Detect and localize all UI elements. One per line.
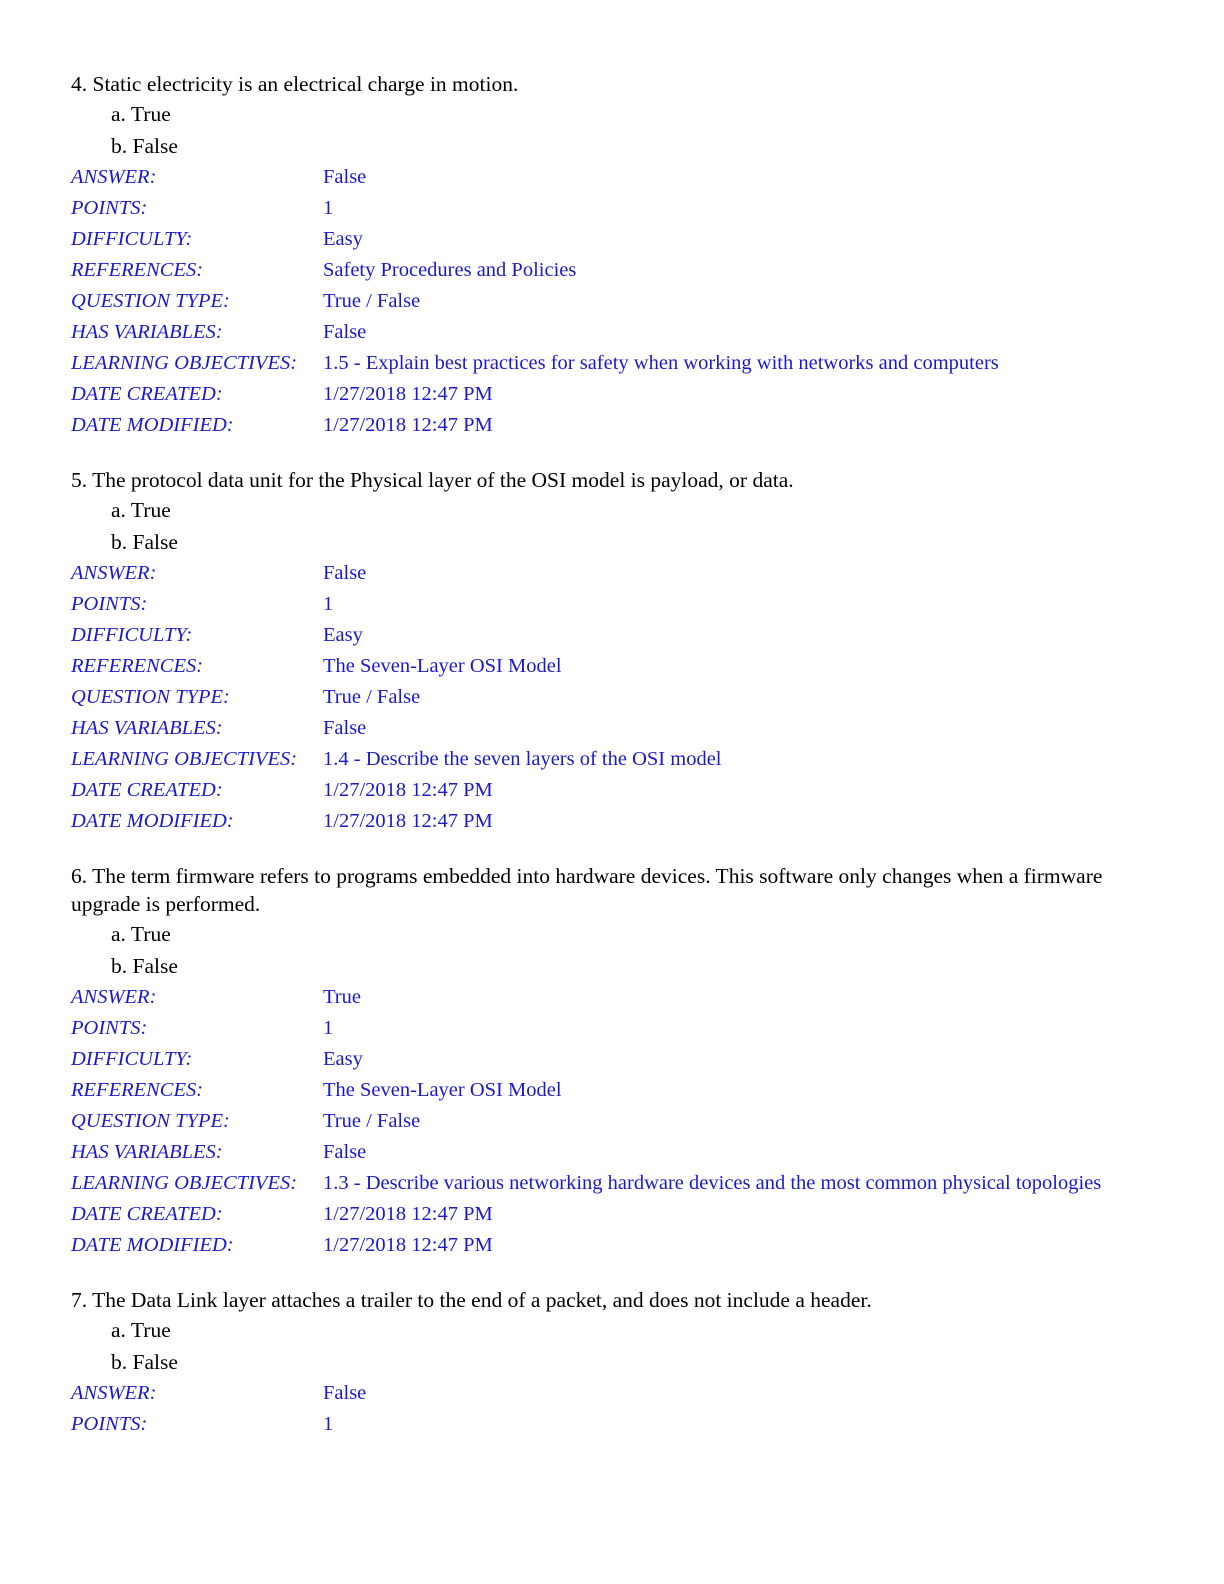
question-type-value: True / False (323, 290, 421, 312)
answer-value: False (323, 1382, 367, 1404)
has-variables-label: HAS VARIABLES: (71, 717, 223, 739)
difficulty-value: Easy (323, 624, 363, 646)
has-variables-row (71, 1137, 1161, 1168)
question-type-value: True / False (323, 1110, 421, 1132)
references-label: REFERENCES: (71, 1079, 204, 1101)
date-created-label: DATE CREATED: (71, 383, 223, 405)
references-row (71, 1075, 1161, 1106)
date-created-row (71, 775, 1161, 806)
difficulty-label: DIFFICULTY: (71, 1048, 193, 1070)
date-modified-row (71, 410, 1161, 441)
difficulty-row (71, 620, 1161, 651)
points-label: POINTS: (71, 1017, 148, 1039)
question-text: 4. Static electricity is an electrical charge in motion. (71, 72, 519, 96)
question-text: 5. The protocol data unit for the Physical layer of the OSI model is payload, or data. (71, 468, 794, 492)
date-modified-label: DATE MODIFIED: (71, 810, 234, 832)
answer-value: False (323, 562, 367, 584)
date-created-value: 1/27/2018 12:47 PM (323, 1203, 493, 1225)
document-page (71, 70, 1161, 1440)
has-variables-value: False (323, 1141, 367, 1163)
option-a: a. True (111, 1318, 171, 1342)
date-modified-row (71, 806, 1161, 837)
question-type-value: True / False (323, 686, 421, 708)
spacer (71, 1261, 1161, 1286)
difficulty-value: Easy (323, 228, 363, 250)
option-b: b. False (111, 134, 178, 158)
difficulty-label: DIFFICULTY: (71, 624, 193, 646)
learning-objectives-label: LEARNING OBJECTIVES: (71, 748, 298, 770)
points-row (71, 193, 1161, 224)
answer-label: ANSWER: (71, 1382, 157, 1404)
question-type-label: QUESTION TYPE: (71, 686, 230, 708)
option-b: b. False (111, 1350, 178, 1374)
difficulty-row (71, 1044, 1161, 1075)
date-modified-value: 1/27/2018 12:47 PM (323, 810, 493, 832)
points-value: 1 (323, 1017, 334, 1039)
date-created-value: 1/27/2018 12:47 PM (323, 383, 493, 405)
answer-row (71, 162, 1161, 193)
learning-objectives-label: LEARNING OBJECTIVES: (71, 1172, 298, 1194)
points-value: 1 (323, 593, 334, 615)
date-created-row (71, 1199, 1161, 1230)
answer-label: ANSWER: (71, 986, 157, 1008)
points-label: POINTS: (71, 593, 148, 615)
answer-row (71, 1378, 1161, 1409)
answer-row (71, 982, 1161, 1013)
learning-objectives-value: 1.3 - Describe various networking hardware devices and the most common physical topologies (323, 1172, 1102, 1194)
learning-objectives-row (71, 744, 1161, 775)
references-label: REFERENCES: (71, 655, 204, 677)
date-created-value: 1/27/2018 12:47 PM (323, 779, 493, 801)
references-row (71, 651, 1161, 682)
question-6 (71, 862, 1161, 1261)
answer-value: False (323, 166, 367, 188)
question-5 (71, 466, 1161, 837)
date-modified-label: DATE MODIFIED: (71, 1234, 234, 1256)
spacer (71, 441, 1161, 466)
points-value: 1 (323, 1413, 334, 1435)
answer-row (71, 558, 1161, 589)
references-row (71, 255, 1161, 286)
references-value: The Seven-Layer OSI Model (323, 1079, 562, 1101)
has-variables-label: HAS VARIABLES: (71, 321, 223, 343)
date-created-label: DATE CREATED: (71, 779, 223, 801)
difficulty-row (71, 224, 1161, 255)
answer-label: ANSWER: (71, 562, 157, 584)
question-type-row (71, 286, 1161, 317)
references-label: REFERENCES: (71, 259, 204, 281)
question-text: 7. The Data Link layer attaches a trailer to the end of a packet, and does not include a header. (71, 1288, 872, 1312)
references-value: Safety Procedures and Policies (323, 259, 577, 281)
answer-value: True (323, 986, 361, 1008)
points-row (71, 589, 1161, 620)
date-modified-value: 1/27/2018 12:47 PM (323, 1234, 493, 1256)
difficulty-value: Easy (323, 1048, 363, 1070)
has-variables-value: False (323, 717, 367, 739)
points-label: POINTS: (71, 1413, 148, 1435)
option-a: a. True (111, 498, 171, 522)
option-a: a. True (111, 922, 171, 946)
question-type-label: QUESTION TYPE: (71, 1110, 230, 1132)
question-4 (71, 70, 1161, 441)
learning-objectives-row (71, 1168, 1161, 1199)
learning-objectives-value: 1.5 - Explain best practices for safety when working with networks and computers (323, 352, 999, 374)
spacer (71, 837, 1161, 862)
has-variables-value: False (323, 321, 367, 343)
answer-label: ANSWER: (71, 166, 157, 188)
learning-objectives-row (71, 348, 1161, 379)
references-value: The Seven-Layer OSI Model (323, 655, 562, 677)
date-created-row (71, 379, 1161, 410)
date-created-label: DATE CREATED: (71, 1203, 223, 1225)
learning-objectives-label: LEARNING OBJECTIVES: (71, 352, 298, 374)
has-variables-row (71, 713, 1161, 744)
has-variables-row (71, 317, 1161, 348)
points-row (71, 1013, 1161, 1044)
question-type-label: QUESTION TYPE: (71, 290, 230, 312)
option-b: b. False (111, 954, 178, 978)
date-modified-row (71, 1230, 1161, 1261)
learning-objectives-value: 1.4 - Describe the seven layers of the OSI model (323, 748, 722, 770)
points-label: POINTS: (71, 197, 148, 219)
date-modified-label: DATE MODIFIED: (71, 414, 234, 436)
points-value: 1 (323, 197, 334, 219)
question-type-row (71, 1106, 1161, 1137)
question-type-row (71, 682, 1161, 713)
question-text: 6. The term firmware refers to programs embedded into hardware devices. This software only changes when a firmware upgrade is performed. (71, 864, 1103, 916)
option-b: b. False (111, 530, 178, 554)
difficulty-label: DIFFICULTY: (71, 228, 193, 250)
date-modified-value: 1/27/2018 12:47 PM (323, 414, 493, 436)
question-7 (71, 1286, 1161, 1440)
points-row (71, 1409, 1161, 1440)
has-variables-label: HAS VARIABLES: (71, 1141, 223, 1163)
option-a: a. True (111, 102, 171, 126)
